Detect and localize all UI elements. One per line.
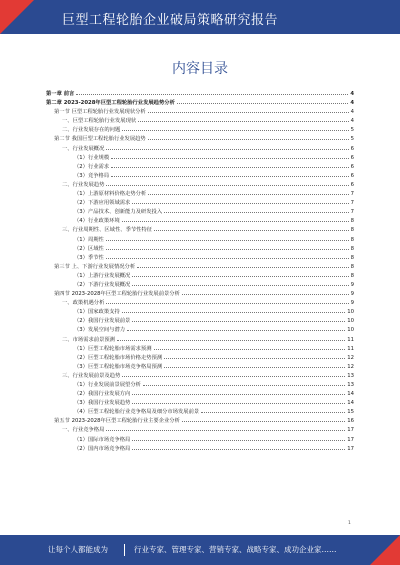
page-number: 1 — [348, 521, 351, 526]
toc-leader-dots — [164, 353, 345, 359]
toc-entry-page: 13 — [347, 372, 354, 379]
toc-entry-title: 第二章 2023-2028年巨型工程轮胎行业发展趋势分析 — [46, 100, 175, 107]
toc-entry-title: （2）巨型工程轮胎市场价格走势预测 — [74, 354, 163, 361]
toc-entry-title: （1）上游行业发展概况 — [74, 272, 131, 279]
toc-leader-dots — [127, 325, 345, 331]
toc-leader-dots — [111, 171, 348, 177]
toc-entry-page: 4 — [350, 109, 354, 116]
toc-leader-dots — [164, 362, 345, 368]
toc-entry[interactable] — [46, 125, 354, 134]
toc-leader-dots — [148, 107, 349, 113]
toc-leader-dots — [154, 225, 349, 231]
toc-entry[interactable] — [46, 307, 354, 316]
toc-entry-page: 13 — [347, 382, 354, 388]
toc-entry[interactable] — [46, 444, 354, 453]
toc-entry-page: 12 — [347, 363, 354, 370]
toc-entry-title: 第一章 前言 — [46, 91, 75, 97]
footer-audience: 行业专家、管理专家、营销专家、战略专家、成功企业家…… — [134, 545, 337, 554]
toc-entry-title: 二、行业发展趋势 — [62, 181, 105, 188]
toc-entry-page: 11 — [347, 345, 354, 352]
toc-entry[interactable] — [46, 207, 354, 216]
toc-leader-dots — [106, 253, 349, 259]
toc-entry[interactable] — [46, 144, 354, 153]
toc-leader-dots — [117, 335, 345, 341]
toc-entry-title: （3）竞争格局 — [74, 172, 110, 179]
toc-entry-title: （1）国际市场竞争格局 — [74, 436, 131, 443]
toc-entry-title: 第五节 2023-2028年巨型工程轮胎行业主要企业分析 — [54, 418, 180, 425]
toc-leader-dots — [148, 189, 348, 195]
toc-entry-title: （2）区域性 — [74, 245, 104, 252]
toc-entry-page: 8 — [350, 236, 354, 243]
toc-entry-title: （1）周期性 — [74, 236, 104, 243]
toc-entry-page: 6 — [350, 163, 354, 170]
toc-leader-dots — [137, 262, 348, 268]
toc-entry-title: （4）巨型工程轮胎行业竞争格局及细分市场发展前景 — [74, 409, 200, 416]
toc-leader-dots — [106, 235, 349, 241]
toc-entry[interactable] — [46, 134, 354, 143]
report-title: 巨型工程轮胎企业破局策略研究报告 — [62, 13, 279, 28]
toc-entry-page: 17 — [347, 427, 354, 434]
toc-leader-dots — [106, 244, 349, 250]
toc-leader-dots — [106, 144, 348, 150]
toc-heading: 内容目录 — [172, 61, 228, 77]
footer-slogan: 让每个人都能成为 — [48, 545, 108, 554]
toc-entry[interactable] — [46, 316, 354, 325]
toc-leader-dots — [132, 271, 348, 277]
toc-entry[interactable] — [46, 107, 354, 116]
toc-leader-dots — [106, 298, 348, 304]
report-footer — [0, 535, 400, 565]
toc-entry-title: （3）发展空间与潜力 — [74, 327, 126, 334]
toc-leader-dots — [76, 89, 348, 95]
toc-entry-title: （1）行业规模 — [74, 154, 110, 161]
toc-entry-page: 11 — [347, 336, 354, 343]
toc-leader-dots — [182, 289, 349, 295]
toc-entry-title: （3）我国行业发展趋势 — [74, 400, 131, 407]
toc-entry-title: 三、行业周期性、区域性、季节性特征 — [62, 227, 153, 234]
toc-leader-dots — [132, 316, 345, 322]
toc-entry-page: 17 — [347, 445, 354, 452]
toc-leader-dots — [182, 416, 345, 422]
toc-entry-page: 14 — [347, 391, 354, 398]
toc-entry-title: 第二节 我国巨型工程轮胎行业发展趋势 — [54, 136, 146, 143]
toc-entry-title: （1）上游原材料价格走势分析 — [74, 191, 147, 198]
toc-entry[interactable] — [46, 162, 354, 171]
toc-entry-title: （2）我国行业发展方向 — [74, 391, 131, 398]
toc-leader-dots — [106, 180, 348, 186]
toc-entry[interactable] — [46, 116, 354, 125]
toc-leader-dots — [138, 116, 348, 122]
toc-entry-title: 第一节 巨型工程轮胎行业发展现状分析 — [54, 109, 146, 116]
toc-entry-page: 9 — [350, 300, 354, 307]
toc-entry-title: （3）巨型工程轮胎市场竞争格局预测 — [74, 363, 163, 370]
toc-entry-page: 10 — [347, 327, 354, 334]
toc-entry-page: 4 — [350, 118, 354, 125]
toc-leader-dots — [132, 280, 348, 286]
toc-leader-dots — [122, 216, 349, 222]
toc-entry[interactable] — [46, 153, 354, 162]
toc-entry[interactable] — [46, 98, 354, 107]
toc-entry[interactable] — [46, 344, 354, 353]
toc-entry[interactable] — [46, 407, 354, 416]
toc-entry[interactable] — [46, 289, 354, 298]
toc-leader-dots — [122, 125, 348, 131]
toc-entry-page: 8 — [350, 227, 354, 234]
toc-entry[interactable] — [46, 198, 354, 207]
toc-entry-title: （2）国内市场竞争格局 — [74, 445, 131, 452]
toc-leader-dots — [148, 134, 349, 140]
toc-entry[interactable] — [46, 362, 354, 371]
toc-entry-title: （2）我国行业发展前景 — [74, 318, 131, 325]
toc-entry-title: （3）季节性 — [74, 254, 104, 261]
report-header — [0, 0, 400, 34]
table-of-contents — [46, 89, 354, 527]
toc-entry-title: （1）行业发展前景展望分析 — [74, 382, 141, 388]
toc-leader-dots — [132, 198, 348, 204]
toc-entry[interactable] — [46, 435, 354, 444]
toc-entry-page: 8 — [350, 218, 354, 225]
toc-leader-dots — [111, 153, 348, 159]
toc-entry[interactable] — [46, 353, 354, 362]
toc-entry-title: 三、行业发展前景及趋势 — [62, 372, 121, 379]
toc-entry[interactable] — [46, 225, 354, 234]
header-red-accent — [0, 0, 34, 34]
toc-entry-page: 8 — [350, 272, 354, 279]
toc-entry-title: （1）巨型工程轮胎市场需求预测 — [74, 345, 152, 352]
toc-entry[interactable] — [46, 189, 354, 198]
toc-entry-page: 9 — [350, 281, 354, 288]
toc-entry-page: 7 — [350, 200, 354, 207]
toc-entry[interactable] — [46, 371, 354, 380]
toc-entry-title: （3）产品技术、创新能力及研发投入 — [74, 209, 163, 216]
toc-entry[interactable] — [46, 262, 354, 271]
toc-leader-dots — [122, 307, 346, 313]
toc-entry-page: 8 — [350, 254, 354, 261]
toc-entry-page: 6 — [350, 172, 354, 179]
toc-leader-dots — [111, 162, 348, 168]
toc-entry-title: 第四节 2023-2028年巨型工程轮胎行业发展前景分析 — [54, 291, 180, 298]
toc-entry-page: 8 — [350, 245, 354, 252]
toc-entry[interactable] — [46, 180, 354, 189]
toc-entry-title: （1）国家政策支持 — [74, 309, 120, 316]
toc-entry-page: 17 — [347, 436, 354, 443]
toc-entry-page: 14 — [347, 400, 354, 407]
toc-entry[interactable] — [46, 280, 354, 289]
toc-entry-title: 一、巨型工程轮胎行业发展现状 — [62, 118, 137, 125]
toc-entry-page: 5 — [350, 127, 354, 134]
toc-entry-page: 7 — [350, 191, 354, 198]
toc-entry-page: 4 — [350, 91, 354, 97]
toc-entry[interactable] — [46, 171, 354, 180]
toc-entry[interactable] — [46, 425, 354, 434]
toc-entry[interactable] — [46, 298, 354, 307]
toc-entry-page: 6 — [350, 181, 354, 188]
toc-entry[interactable] — [46, 398, 354, 407]
toc-entry-title: 一、政策机遇分析 — [62, 300, 105, 307]
footer-red-accent — [370, 535, 400, 565]
toc-entry-page: 7 — [350, 209, 354, 216]
toc-entry[interactable] — [46, 380, 354, 389]
toc-entry-page: 5 — [350, 136, 354, 143]
toc-leader-dots — [132, 444, 345, 450]
toc-entry-page: 12 — [347, 354, 354, 361]
toc-entry-page: 15 — [347, 409, 354, 416]
toc-leader-dots — [177, 98, 348, 104]
toc-leader-dots — [132, 398, 345, 404]
toc-leader-dots — [201, 407, 345, 413]
toc-entry-title: 二、行业发展存在的问题 — [62, 127, 121, 134]
toc-entry[interactable] — [46, 389, 354, 398]
toc-entry-page: 16 — [347, 418, 354, 425]
toc-entry-title: （2）下游应用领域需求 — [74, 200, 131, 207]
toc-entry[interactable] — [46, 89, 354, 98]
toc-entry-page: 9 — [350, 291, 354, 298]
toc-leader-dots — [154, 344, 346, 350]
toc-entry-title: 一、行业发展概况 — [62, 145, 105, 152]
toc-entry[interactable] — [46, 244, 354, 253]
toc-entry[interactable] — [46, 235, 354, 244]
toc-entry-title: 二、市场需求前景预测 — [62, 336, 115, 343]
toc-entry[interactable] — [46, 253, 354, 262]
toc-leader-dots — [106, 425, 345, 431]
toc-leader-dots — [132, 435, 345, 441]
toc-entry-page: 4 — [350, 100, 354, 107]
toc-entry-title: （2）行业需求 — [74, 163, 110, 170]
toc-entry-page: 6 — [350, 145, 354, 152]
toc-entry-title: 第三节 上、下游行业发展情况分析 — [54, 263, 136, 270]
toc-leader-dots — [143, 380, 345, 386]
toc-leader-dots — [122, 371, 345, 377]
toc-entry-title: （4）行业政策环境 — [74, 218, 120, 225]
toc-entry-page: 10 — [347, 309, 354, 316]
toc-leader-dots — [164, 207, 349, 213]
toc-leader-dots — [132, 389, 345, 395]
toc-entry[interactable] — [46, 416, 354, 425]
toc-entry-page: 6 — [350, 154, 354, 161]
toc-entry[interactable] — [46, 216, 354, 225]
toc-entry[interactable] — [46, 271, 354, 280]
toc-entry[interactable] — [46, 335, 354, 344]
toc-entry[interactable] — [46, 325, 354, 334]
toc-entry-title: 一、行业竞争格局 — [62, 427, 105, 434]
toc-entry-page: 10 — [347, 318, 354, 325]
footer-divider — [124, 544, 125, 556]
toc-entry-page: 8 — [350, 263, 354, 270]
toc-entry-title: （2）下游行业发展概况 — [74, 281, 131, 288]
